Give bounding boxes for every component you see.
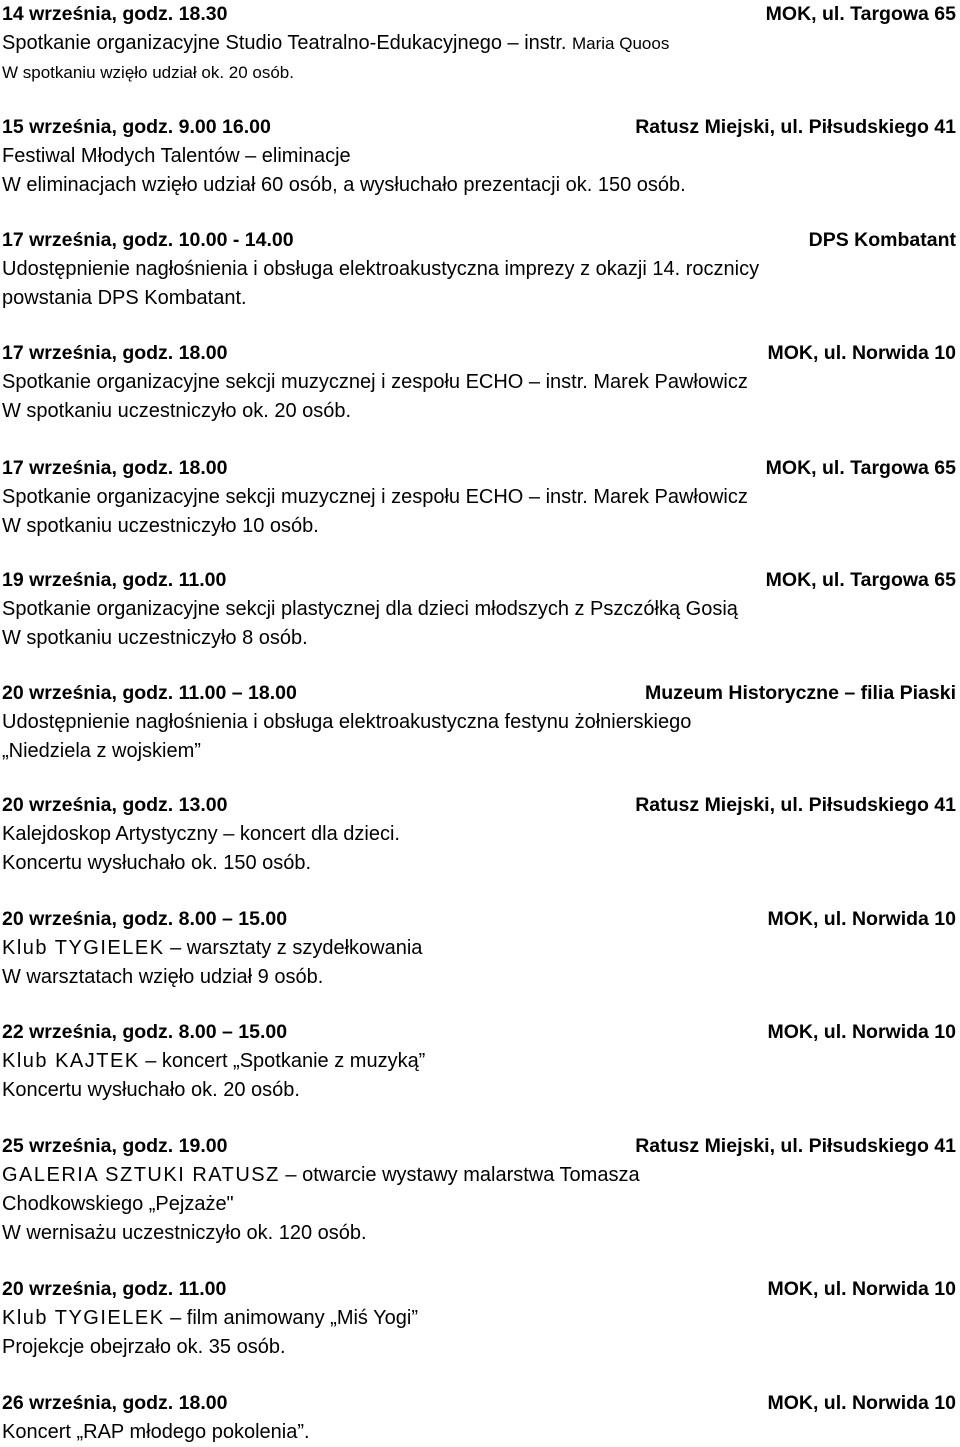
event-description-line <box>2 1304 956 1333</box>
event-description-line <box>2 624 956 653</box>
event-date: 15 września, godz. 9.00 16.00 <box>2 116 271 138</box>
text-run: W spotkaniu wzięło udział ok. 20 osób. <box>2 63 294 82</box>
event-location: MOK, ul. Targowa 65 <box>765 3 956 25</box>
event-description-line <box>2 483 956 512</box>
event-description-line <box>2 934 956 963</box>
event-header <box>2 454 956 483</box>
event-location: MOK, ul. Norwida 10 <box>767 908 956 930</box>
text-run: Maria Quoos <box>572 34 670 53</box>
event-description-line <box>2 708 956 737</box>
text-run: – warsztaty z szydełkowania <box>164 937 423 959</box>
event-date: 14 września, godz. 18.30 <box>2 3 228 25</box>
event-entry <box>2 566 956 653</box>
event-location: Ratusz Miejski, ul. Piłsudskiego 41 <box>635 1135 956 1157</box>
event-location: Muzeum Historyczne – filia Piaski <box>644 682 956 704</box>
event-description-line <box>2 171 956 200</box>
event-date: 22 września, godz. 8.00 – 15.00 <box>2 1021 288 1043</box>
text-run: W spotkaniu uczestniczyło 10 osób. <box>2 515 319 537</box>
text-run: W warsztatach wzięło udział 9 osób. <box>2 966 324 988</box>
text-run: Koncertu wysłuchało ok. 150 osób. <box>2 852 312 874</box>
event-description-line <box>2 512 956 541</box>
event-location: DPS Kombatant <box>808 229 956 251</box>
text-run: Klub TYGIELEK <box>2 937 165 959</box>
event-description-line <box>2 737 956 766</box>
event-header <box>2 0 956 29</box>
event-date: 17 września, godz. 18.00 <box>2 457 228 479</box>
event-description-line <box>2 963 956 992</box>
text-run: Klub TYGIELEK <box>2 1307 165 1329</box>
event-entry <box>2 1018 956 1105</box>
text-run: W eliminacjach wzięło udział 60 osób, a wysłuchało prezentacji ok. 150 osób. <box>2 174 686 196</box>
text-run: – koncert „Spotkanie z muzyką” <box>139 1050 426 1072</box>
event-date: 26 września, godz. 18.00 <box>2 1392 228 1414</box>
event-description-line <box>2 397 956 426</box>
event-entry <box>2 1389 956 1447</box>
event-entry <box>2 791 956 878</box>
event-description-line <box>2 1076 956 1105</box>
event-entry <box>2 226 956 313</box>
event-header <box>2 1132 956 1161</box>
event-description-line <box>2 1047 956 1076</box>
event-header <box>2 566 956 595</box>
event-location: MOK, ul. Norwida 10 <box>767 1278 956 1300</box>
event-header <box>2 1018 956 1047</box>
text-run: Udostępnienie nagłośnienia i obsługa elektroakustyczna festynu żołnierskiego <box>2 711 692 733</box>
event-entry <box>2 339 956 426</box>
text-run: „Niedziela z wojskiem” <box>2 740 201 762</box>
event-description-line <box>2 58 956 87</box>
text-run: Udostępnienie nagłośnienia i obsługa elektroakustyczna imprezy z okazji 14. rocznicy <box>2 258 760 280</box>
text-run: GALERIA SZTUKI RATUSZ <box>2 1164 280 1186</box>
event-header <box>2 113 956 142</box>
text-run: Spotkanie organizacyjne sekcji plastycznej dla dzieci młodszych z Pszczółką Gosią <box>2 598 738 620</box>
event-header <box>2 339 956 368</box>
event-location: MOK, ul. Targowa 65 <box>765 457 956 479</box>
event-description-line <box>2 142 956 171</box>
event-header <box>2 905 956 934</box>
event-date: 20 września, godz. 8.00 – 15.00 <box>2 908 288 930</box>
event-entry <box>2 905 956 992</box>
text-run: W wernisażu uczestniczyło ok. 120 osób. <box>2 1222 367 1244</box>
event-date: 20 września, godz. 11.00 <box>2 1278 227 1300</box>
event-description-line <box>2 1190 956 1219</box>
event-entry <box>2 0 956 87</box>
text-run: Spotkanie organizacyjne Studio Teatralno-Edukacyjnego – instr. <box>2 32 572 54</box>
event-description-line <box>2 820 956 849</box>
event-location: MOK, ul. Targowa 65 <box>765 569 956 591</box>
text-run: W spotkaniu uczestniczyło ok. 20 osób. <box>2 400 352 422</box>
event-date: 20 września, godz. 11.00 – 18.00 <box>2 682 297 704</box>
event-date: 17 września, godz. 10.00 - 14.00 <box>2 229 294 251</box>
event-date: 20 września, godz. 13.00 <box>2 794 228 816</box>
event-header <box>2 1275 956 1304</box>
text-run: Chodkowskiego „Pejzaże" <box>2 1193 234 1215</box>
event-description-line <box>2 1333 956 1362</box>
event-location: Ratusz Miejski, ul. Piłsudskiego 41 <box>635 794 956 816</box>
event-date: 19 września, godz. 11.00 <box>2 569 227 591</box>
text-run: Festiwal Młodych Talentów – eliminacje <box>2 145 351 167</box>
text-run: Koncertu wysłuchało ok. 20 osób. <box>2 1079 300 1101</box>
event-description-line <box>2 1161 956 1190</box>
event-header <box>2 1389 956 1418</box>
event-entry <box>2 454 956 541</box>
event-location: MOK, ul. Norwida 10 <box>767 1392 956 1414</box>
text-run: powstania DPS Kombatant. <box>2 287 247 309</box>
text-run: Koncert „RAP młodego pokolenia”. <box>2 1421 310 1443</box>
event-description-line <box>2 595 956 624</box>
event-description-line <box>2 1418 956 1447</box>
event-header <box>2 791 956 820</box>
event-entry <box>2 679 956 766</box>
event-description-line <box>2 284 956 313</box>
event-entry <box>2 1132 956 1248</box>
text-run: W spotkaniu uczestniczyło 8 osób. <box>2 627 308 649</box>
text-run: Klub KAJTEK <box>2 1050 140 1072</box>
event-location: MOK, ul. Norwida 10 <box>767 1021 956 1043</box>
text-run: Kalejdoskop Artystyczny – koncert dla dzieci. <box>2 823 400 845</box>
event-date: 17 września, godz. 18.00 <box>2 342 228 364</box>
event-header <box>2 226 956 255</box>
event-header <box>2 679 956 708</box>
event-description-line <box>2 849 956 878</box>
text-run: – otwarcie wystawy malarstwa Tomasza <box>279 1164 640 1186</box>
event-location: MOK, ul. Norwida 10 <box>767 342 956 364</box>
text-run: – film animowany „Miś Yogi” <box>164 1307 418 1329</box>
text-run: Projekcje obejrzało ok. 35 osób. <box>2 1336 286 1358</box>
text-run: Spotkanie organizacyjne sekcji muzycznej i zespołu ECHO – instr. Marek Pawłowicz <box>2 371 748 393</box>
event-entry <box>2 113 956 200</box>
event-description-line <box>2 1219 956 1248</box>
event-location: Ratusz Miejski, ul. Piłsudskiego 41 <box>635 116 956 138</box>
event-date: 25 września, godz. 19.00 <box>2 1135 228 1157</box>
event-description-line <box>2 29 956 58</box>
text-run: Spotkanie organizacyjne sekcji muzycznej i zespołu ECHO – instr. Marek Pawłowicz <box>2 486 748 508</box>
event-description-line <box>2 368 956 397</box>
event-entry <box>2 1275 956 1362</box>
event-description-line <box>2 255 956 284</box>
